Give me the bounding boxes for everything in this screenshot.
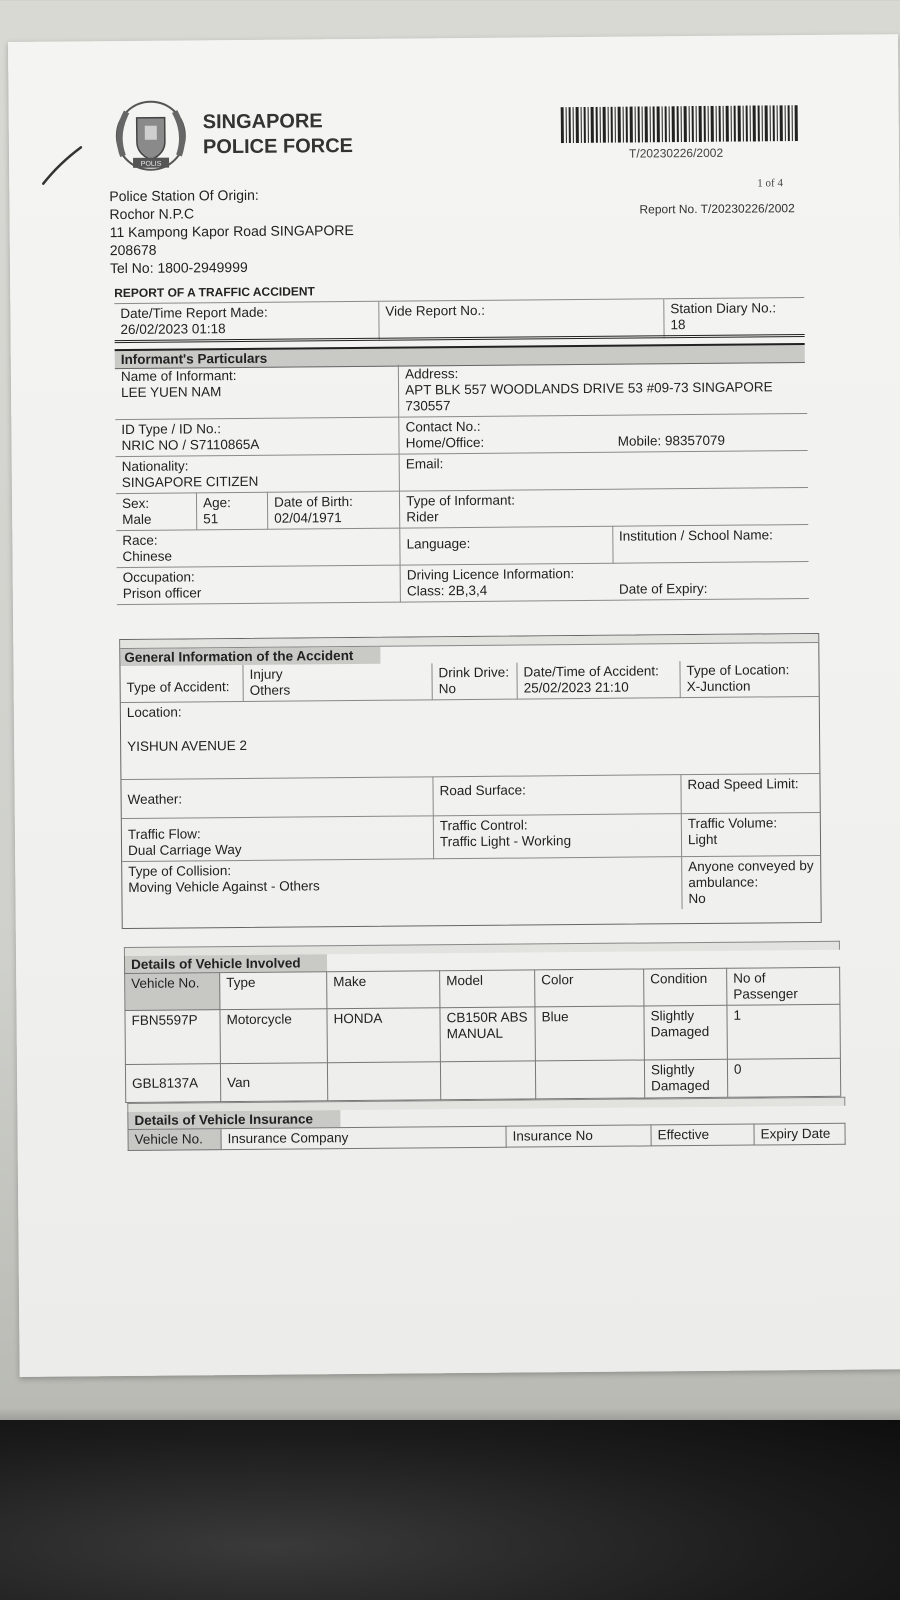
traffic-control-label: Traffic Control:	[439, 817, 528, 834]
vehicle-no-cell: GBL8137A	[125, 1064, 220, 1103]
sex-value: Male	[122, 511, 152, 528]
drink-drive-value: No	[438, 681, 456, 697]
vehicle-header-model: Model	[440, 970, 535, 1008]
vehicle-header-make: Make	[327, 971, 440, 1009]
vehicle-header-type: Type	[220, 972, 327, 1010]
dob-label: Date of Birth:	[273, 494, 353, 510]
vehicle-condition-cell: Slightly Damaged	[644, 1059, 727, 1098]
sex-label: Sex:	[121, 495, 150, 512]
vehicle-color-cell: Blue	[535, 1006, 644, 1061]
org-line-1: SINGAPORE	[202, 110, 323, 134]
collision-label: Type of Collision:	[128, 863, 232, 879]
road-surface-label: Road Surface:	[439, 782, 526, 799]
id-value: NRIC NO / S7110865A	[121, 436, 260, 454]
nationality-label: Nationality:	[121, 458, 189, 475]
vehicle-section	[124, 941, 841, 1103]
race-label: Race:	[122, 532, 158, 549]
station-address-1: 11 Kampong Kapor Road SINGAPORE	[109, 221, 354, 241]
home-office-label: Home/Office:	[405, 434, 485, 451]
accident-type-value-1: Injury	[249, 666, 283, 682]
report-document	[8, 34, 900, 1377]
station-of-origin	[109, 185, 354, 277]
insurance-section	[127, 1097, 845, 1151]
report-meta-table	[114, 297, 804, 343]
insurance-header-vehicle-no: Vehicle No.	[128, 1129, 221, 1151]
institution-label: Institution / School Name:	[618, 527, 773, 544]
location-type-label: Type of Location:	[686, 662, 790, 679]
accident-section-top-band	[120, 634, 818, 649]
email-label: Email:	[405, 456, 444, 472]
ambulance-value: No	[688, 890, 706, 907]
vehicle-model-cell	[440, 1061, 535, 1100]
station-diary-value: 18	[670, 317, 686, 333]
informant-table	[115, 361, 809, 605]
contact-label: Contact No.:	[405, 418, 481, 435]
vide-report-label: Vide Report No.:	[385, 302, 485, 319]
organisation-name	[203, 109, 353, 160]
station-label: Police Station Of Origin:	[109, 186, 259, 205]
informant-name-label: Name of Informant:	[120, 368, 237, 385]
vehicle-type-cell: Van	[220, 1063, 327, 1102]
informant-name-value: LEE YUEN NAM	[120, 384, 222, 401]
police-crest-logo	[108, 95, 193, 180]
vehicle-passengers-cell: 1	[727, 1004, 840, 1059]
ambulance-label: Anyone conveyed by ambulance:	[688, 858, 814, 891]
vehicle-make-cell	[327, 1062, 440, 1101]
vehicle-header-no: Vehicle No.	[125, 973, 220, 1011]
accident-type-value-2: Others	[249, 682, 291, 698]
background-desk	[0, 1420, 900, 1600]
insurance-header-number: Insurance No	[506, 1125, 651, 1147]
barcode-text: T/20230226/2002	[628, 145, 724, 161]
station-diary-label: Station Diary No.:	[670, 300, 777, 317]
location-type-value: X-Junction	[686, 678, 751, 695]
mobile-number: Mobile: 98357079	[617, 432, 726, 449]
insurance-section-title: Details of Vehicle Insurance	[127, 1110, 340, 1129]
accident-type-label: Type of Accident:	[126, 679, 230, 695]
vehicle-header-passengers: No of Passenger	[727, 967, 840, 1005]
station-address-2: 208678	[109, 241, 157, 259]
pen-tick-mark	[39, 141, 89, 191]
station-name: Rochor N.P.C	[109, 205, 195, 223]
traffic-flow-value: Dual Carriage Way	[127, 841, 242, 858]
dob-value: 02/04/1971	[274, 510, 342, 526]
location-label: Location:	[126, 704, 182, 720]
station-tel: Tel No: 1800-2949999	[109, 258, 248, 277]
traffic-flow-label: Traffic Flow:	[127, 826, 201, 842]
traffic-volume-value: Light	[687, 831, 718, 848]
address-label: Address:	[405, 366, 459, 382]
vehicle-header-condition: Condition	[644, 968, 727, 1006]
report-title: REPORT OF A TRAFFIC ACCIDENT	[114, 284, 315, 301]
occupation-label: Occupation:	[122, 569, 195, 586]
accident-section	[119, 633, 822, 929]
licence-value: Class: 2B,3,4	[406, 582, 488, 599]
vehicle-model-cell: CB150R ABS MANUAL	[440, 1007, 535, 1062]
vehicle-type-cell: Motorcycle	[220, 1009, 327, 1064]
vehicle-no-cell: FBN5597P	[125, 1010, 220, 1065]
address-value-2: 730557	[405, 398, 451, 414]
vehicle-table	[124, 967, 841, 1103]
vehicle-condition-cell: Slightly Damaged	[644, 1005, 727, 1060]
vehicle-color-cell	[535, 1060, 644, 1099]
traffic-control-value: Traffic Light - Working	[439, 833, 572, 850]
barcode	[561, 105, 799, 143]
page-count: 1 of 4	[757, 177, 783, 190]
accident-datetime-value: 25/02/2023 21:10	[523, 679, 629, 696]
vehicle-header-color: Color	[535, 969, 644, 1007]
informant-type-value: Rider	[406, 509, 439, 525]
occupation-value: Prison officer	[122, 585, 202, 602]
nationality-value: SINGAPORE CITIZEN	[121, 473, 259, 491]
vehicle-make-cell: HONDA	[327, 1008, 440, 1063]
insurance-header-expiry: Expiry Date	[754, 1123, 845, 1145]
org-line-2: POLICE FORCE	[202, 134, 354, 159]
language-label: Language:	[406, 535, 471, 552]
insurance-header-effective: Effective	[651, 1124, 754, 1146]
age-value: 51	[203, 511, 219, 527]
weather-label: Weather:	[127, 791, 183, 807]
accident-section-title: General Information of the Accident	[120, 647, 380, 666]
vehicle-section-top-band	[124, 941, 840, 956]
table-row	[125, 1004, 840, 1064]
drink-drive-label: Drink Drive:	[438, 664, 510, 681]
report-datetime-value: 26/02/2023 01:18	[120, 321, 226, 338]
vehicle-passengers-cell: 0	[727, 1058, 840, 1097]
speed-limit-label: Road Speed Limit:	[687, 776, 799, 793]
expiry-label: Date of Expiry:	[618, 580, 708, 597]
accident-table	[120, 660, 820, 914]
race-value: Chinese	[122, 548, 173, 565]
vehicle-section-title: Details of Vehicle Involved	[124, 954, 327, 973]
accident-datetime-label: Date/Time of Accident:	[523, 663, 659, 680]
address-value-1: APT BLK 557 WOODLANDS DRIVE 53 #09-73 SINGAPORE	[405, 379, 773, 398]
report-datetime-label: Date/Time Report Made:	[120, 304, 268, 322]
age-label: Age:	[202, 495, 231, 511]
report-number: Report No. T/20230226/2002	[639, 201, 795, 217]
collision-value: Moving Vehicle Against - Others	[128, 878, 320, 895]
table-row	[125, 1058, 840, 1102]
informant-type-label: Type of Informant:	[406, 492, 516, 509]
traffic-volume-label: Traffic Volume:	[687, 815, 778, 832]
logo-text: POLIS	[140, 160, 162, 168]
id-label: ID Type / ID No.:	[121, 421, 221, 438]
informant-section-text: Informant's Particulars	[120, 350, 268, 368]
licence-label: Driving Licence Information:	[406, 566, 575, 583]
location-value: YISHUN AVENUE 2	[127, 737, 248, 754]
insurance-header-company: Insurance Company	[221, 1126, 506, 1149]
